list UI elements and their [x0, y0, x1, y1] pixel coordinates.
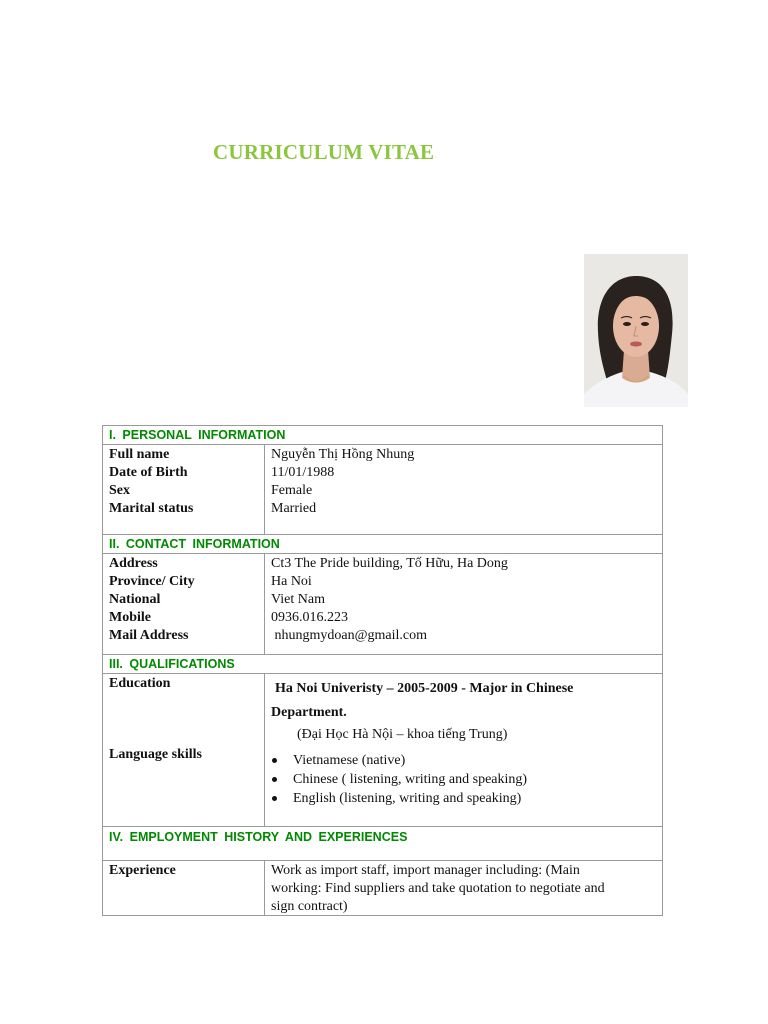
value-address: Ct3 The Pride building, Tố Hữu, Ha Dong [271, 556, 508, 571]
label-language-skills: Language skills [109, 747, 202, 762]
label-province-city: Province/ City [109, 574, 195, 589]
contact-labels [103, 554, 265, 654]
label-address: Address [109, 556, 158, 571]
personal-values [265, 445, 662, 534]
bullet-icon [272, 777, 277, 782]
label-education: Education [109, 676, 171, 691]
label-mail-address: Mail Address [109, 628, 189, 643]
value-national: Viet Nam [271, 592, 325, 607]
experience-values [265, 861, 662, 915]
education-line-2: Department. [271, 705, 347, 720]
section-header-qualifications: III. QUALIFICATIONS [103, 655, 662, 674]
employment-row [103, 861, 662, 915]
experience-line-1: Work as import staff, import manager including: (Main [271, 863, 580, 878]
label-national: National [109, 592, 161, 607]
experience-line-3: sign contract) [271, 899, 348, 914]
label-date-of-birth: Date of Birth [109, 465, 188, 480]
portrait-photo-icon [584, 254, 688, 407]
language-item [293, 770, 662, 789]
language-vietnamese: Vietnamese (native) [293, 753, 406, 768]
education-line-1: Ha Noi Univeristy – 2005-2009 - Major in Chinese [275, 681, 574, 696]
qualifications-row [103, 674, 662, 827]
section-header-personal: I. PERSONAL INFORMATION [103, 426, 662, 445]
qualifications-labels [103, 674, 265, 826]
value-full-name: Nguyễn Thị Hồng Nhung [271, 447, 415, 462]
value-mail-address: nhungmydoan@gmail.com [271, 628, 427, 643]
language-list [271, 751, 662, 808]
language-chinese: Chinese ( listening, writing and speaking) [293, 772, 528, 787]
language-item [293, 789, 662, 808]
cv-table [102, 425, 663, 916]
value-province-city: Ha Noi [271, 574, 312, 589]
employment-labels [103, 861, 265, 915]
label-mobile: Mobile [109, 610, 151, 625]
value-marital-status: Married [271, 501, 317, 516]
contact-info-row [103, 554, 662, 655]
section-header-employment: IV. EMPLOYMENT HISTORY AND EXPERIENCES [103, 827, 662, 861]
cv-title: CURRICULUM VITAE [213, 140, 435, 164]
personal-labels [103, 445, 265, 534]
value-date-of-birth: 11/01/1988 [271, 465, 335, 480]
value-mobile: 0936.016.223 [271, 610, 348, 625]
personal-info-row [103, 445, 662, 535]
label-marital-status: Marital status [109, 501, 194, 516]
contact-values [265, 554, 662, 654]
label-sex: Sex [109, 483, 130, 498]
portrait-photo [584, 254, 688, 407]
bullet-icon [272, 796, 277, 801]
language-item [293, 751, 662, 770]
label-experience: Experience [109, 863, 176, 878]
section-header-contact: II. CONTACT INFORMATION [103, 535, 662, 554]
value-sex: Female [271, 483, 313, 498]
bullet-icon [272, 758, 277, 763]
qualifications-values [265, 674, 662, 826]
label-full-name: Full name [109, 447, 170, 462]
education-vietnamese: (Đại Học Hà Nội – khoa tiếng Trung) [297, 727, 508, 742]
language-english: English (listening, writing and speaking) [293, 791, 522, 806]
experience-line-2: working: Find suppliers and take quotation to negotiate and [271, 881, 605, 896]
